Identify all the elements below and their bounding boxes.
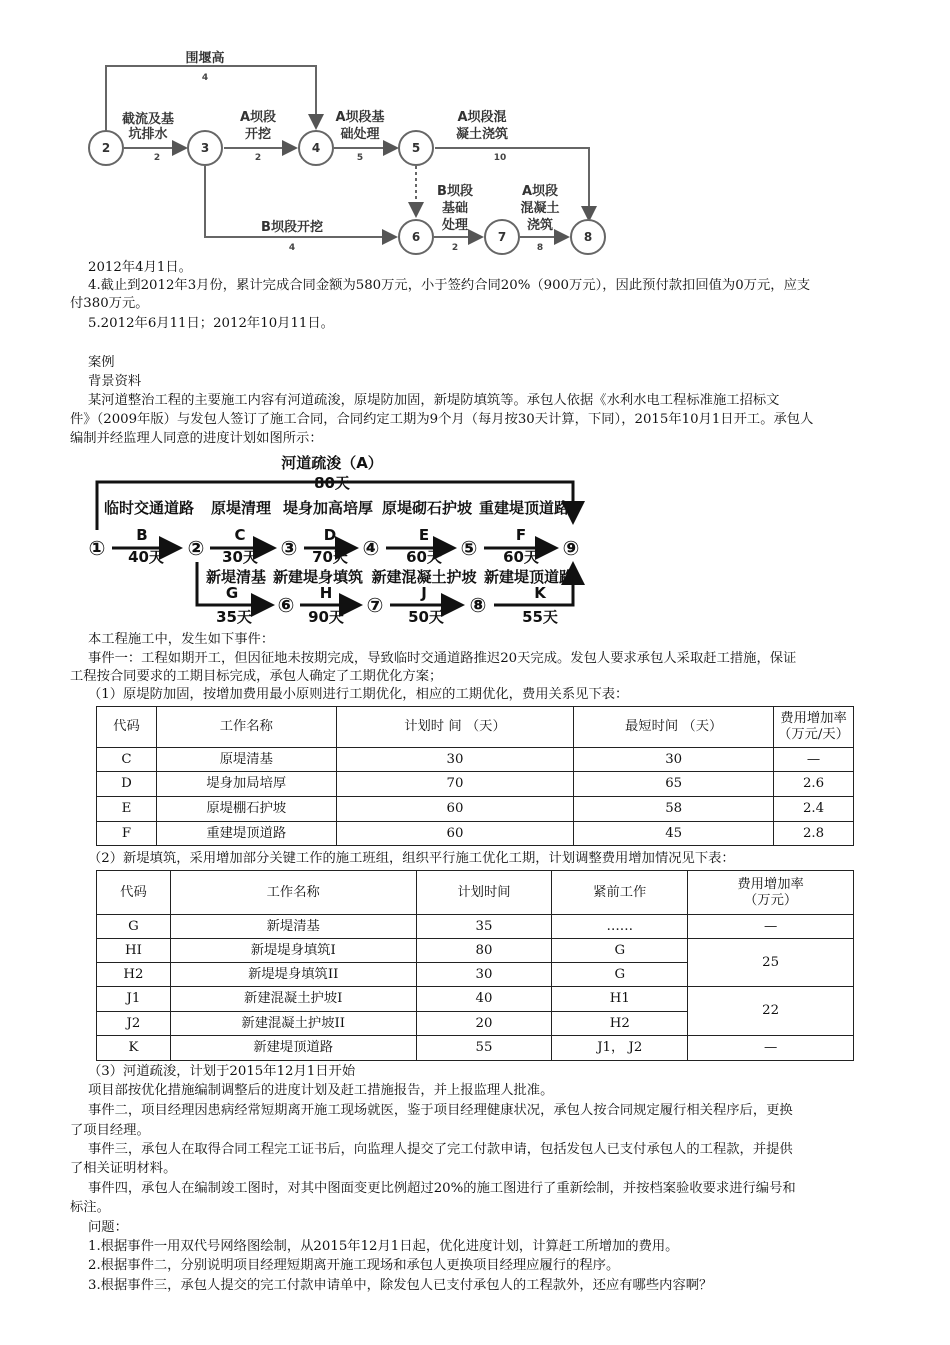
table-cell: J2 — [97, 1012, 171, 1036]
activity-code: D — [323, 526, 337, 544]
node-label: 3 — [200, 141, 210, 155]
table-cell: G — [552, 939, 688, 963]
question-2: 2.根据事件二，分别说明项目经理短期离开施工现场和承包人更换项目经理应履行的程序。 — [88, 1258, 620, 1273]
activity-name: 新建堤身填筑 — [272, 568, 364, 586]
table-row — [97, 772, 854, 797]
table-cell: 65 — [574, 772, 774, 797]
text-line: （3）河道疏浚，计划于2015年12月1日开始 — [88, 1064, 356, 1079]
question-3: 3.根据事件三，承包人提交的完工付款申请单中，除发包人已支付承包人的工程款外，还应有哪些内容啊？ — [88, 1278, 713, 1293]
activity-name: 重建堤顶道路 — [478, 499, 570, 517]
table-cell: 45 — [574, 822, 774, 846]
activity-name: 新堤清基 — [205, 568, 267, 586]
question-1: 1.根据事件一用双代号网络图绘制，从2015年12月1日起，优化进度计划，计算赶工所增加的费用。 — [88, 1239, 679, 1254]
table-cell: H2 — [97, 963, 171, 987]
activity-code: C — [234, 526, 246, 544]
table-cell: 重建堤顶道路 — [156, 822, 336, 846]
activity-label: 处理 — [441, 218, 469, 233]
text-line: 了相关证明材料。 — [70, 1161, 177, 1176]
activity-code: G — [225, 584, 239, 602]
text-line: 了项目经理。 — [70, 1123, 150, 1138]
text-line: 2012年4月1日。 — [88, 260, 192, 275]
duration-label: 5 — [356, 153, 364, 163]
activity-label: 凝土浇筑 — [455, 127, 509, 142]
activity-duration: 40天 — [128, 548, 164, 566]
activity-name: 原堤清理 — [210, 499, 272, 517]
table-cell: 22 — [688, 987, 854, 1036]
table-cell: 60 — [336, 822, 574, 846]
section-subtitle: 背景资料 — [88, 374, 142, 389]
table-cell: HI — [97, 939, 171, 963]
activity-duration: 60天 — [406, 548, 442, 566]
table-cell: 新堤清基 — [170, 915, 416, 939]
table-cell: 2.4 — [774, 797, 854, 822]
node-label: ⑧ — [469, 593, 487, 617]
text-line: 事件一：工程如期开工，但因征地未按期完成，导致临时交通道路推迟20天完成。发包人要求承包人采取赶工措施，保证 — [88, 651, 797, 666]
activity-label: 截流及基 — [121, 112, 175, 127]
table-cell: 2.8 — [774, 822, 854, 846]
table-cell: 2.6 — [774, 772, 854, 797]
table-caption: （1）原堤防加固，按增加费用最小原则进行工期优化，相应的工期优化，费用关系见下表： — [88, 687, 629, 702]
table-cell: J1， J2 — [552, 1036, 688, 1061]
table-cell: F — [97, 822, 157, 846]
duration-label: 4 — [288, 243, 296, 253]
table-header: 代码 — [97, 871, 171, 915]
table-header: 最短时间 （天） — [574, 707, 774, 748]
activity-code: H — [319, 584, 333, 602]
table-cell: 原堤棚石护坡 — [156, 797, 336, 822]
table-row — [97, 748, 854, 772]
table-cell: 新建混凝土护坡II — [170, 1012, 416, 1036]
section-title: 案例 — [88, 355, 115, 370]
table-header: 紧前工作 — [552, 871, 688, 915]
table-cell: — — [688, 915, 854, 939]
activity-label: 混凝土 — [520, 201, 560, 216]
activity-label: A坝段混 — [457, 110, 507, 125]
activity-label: 浇筑 — [526, 218, 554, 233]
text-line: 工程按合同要求的工期目标完成，承包人确定了工期优化方案； — [70, 669, 443, 684]
table-cell: H2 — [552, 1012, 688, 1036]
table-cell: 30 — [416, 963, 552, 987]
activity-code: K — [534, 584, 546, 602]
duration-label: 4 — [201, 73, 209, 83]
activity-label: A坝段 — [239, 110, 277, 125]
table-cell: 新堤堤身填筑I — [170, 939, 416, 963]
activity-duration: 55天 — [522, 608, 558, 626]
table-cell: — — [774, 748, 854, 772]
table-cell: 新堤堤身填筑II — [170, 963, 416, 987]
table-cell: 55 — [416, 1036, 552, 1061]
activity-duration: 50天 — [408, 608, 444, 626]
node-label: ⑨ — [562, 536, 580, 560]
activity-code: F — [515, 526, 527, 544]
node-label: 7 — [497, 230, 507, 244]
activity-duration: 35天 — [216, 608, 252, 626]
duration-label: 2 — [153, 153, 161, 163]
table-cell: 60 — [336, 797, 574, 822]
network-diagram-1 — [0, 0, 950, 260]
table-cell: K — [97, 1036, 171, 1061]
activity-name: 新建堤顶道路 — [483, 568, 575, 586]
table-header: 工作名称 — [156, 707, 336, 748]
table-row — [97, 822, 854, 846]
top-activity-label: 河道疏浚（A） — [281, 454, 383, 472]
table-header: 计划时 间 （天） — [336, 707, 574, 748]
table-row — [97, 987, 854, 1012]
text-line: 事件二，项目经理因患病经常短期离开施工现场就医，鉴于项目经理健康状况，承包人按合同规定履行相关程序后，更换 — [88, 1103, 793, 1118]
table-cell: …… — [552, 915, 688, 939]
node-label: ① — [88, 536, 106, 560]
text-line: 项目部按优化措施编制调整后的进度计划及赶工措施报告，并上报监理人批准。 — [88, 1083, 554, 1098]
node-label: 4 — [311, 141, 321, 155]
activity-label: 础处理 — [340, 127, 380, 142]
node-label: ⑦ — [366, 593, 384, 617]
table-cell: G — [97, 915, 171, 939]
activity-name: 原堤砌石护坡 — [381, 499, 473, 517]
table-row — [97, 939, 854, 963]
node-label: 6 — [411, 230, 421, 244]
node-label: 2 — [101, 141, 111, 155]
text-line: 本工程施工中，发生如下事件： — [88, 632, 275, 647]
table-row — [97, 1036, 854, 1061]
activity-name: 临时交通道路 — [103, 499, 195, 517]
table-cell: D — [97, 772, 157, 797]
table-header: 费用增加率 （万元/天） — [774, 707, 854, 748]
node-label: ⑤ — [460, 536, 478, 560]
node-label: ⑥ — [277, 593, 295, 617]
activity-name: 堤身加高培厚 — [282, 499, 374, 517]
table-header: 工作名称 — [170, 871, 416, 915]
activity-label: B坝段 — [437, 184, 473, 199]
text-line: 事件四，承包人在编制竣工图时，对其中图面变更比例超过20%的施工图进行了重新绘制，并按档案验收要求进行编号和 — [88, 1181, 796, 1196]
activity-name: 新建混凝土护坡 — [371, 568, 477, 586]
table-caption: （2）新堤填筑，采用增加部分关键工作的施工班组，组织平行施工优化工期，计划调整费用增加情况见下表： — [88, 851, 735, 866]
table-cell: 70 — [336, 772, 574, 797]
activity-code: E — [418, 526, 430, 544]
activity-duration: 70天 — [312, 548, 348, 566]
table-cell: 新建堤顶道路 — [170, 1036, 416, 1061]
table-cell: G — [552, 963, 688, 987]
node-label: 5 — [411, 141, 421, 155]
node-label: ② — [187, 536, 205, 560]
text-line: 标注。 — [70, 1200, 110, 1215]
node-label: 8 — [583, 230, 593, 244]
text-line: 某河道整治工程的主要施工内容有河道疏浚，原堤防加固，新堤防填筑等。承包人依据《水利水电工程标准施工招标文 — [88, 393, 780, 408]
table-cell: 原堤清基 — [156, 748, 336, 772]
network-diagram-2 — [0, 448, 950, 630]
text-line: 件》（2009年版）与发包人签订了施工合同，合同约定工期为9个月（每月按30天计算，下同），2015年10月1日开工。承包人 — [70, 412, 814, 427]
table-cell: C — [97, 748, 157, 772]
node-label: ③ — [280, 536, 298, 560]
table-cell: — — [688, 1036, 854, 1061]
text-line: 事件三，承包人在取得合同工程完工证书后，向监理人提交了完工付款申请，包括发包人已支付承包人的工程款，并提供 — [88, 1142, 793, 1157]
table-cell: 80 — [416, 939, 552, 963]
activity-label: 开挖 — [244, 127, 272, 142]
table-cell: 25 — [688, 939, 854, 987]
table-cell: 30 — [336, 748, 574, 772]
duration-label: 10 — [493, 153, 507, 163]
activity-label: 基础 — [441, 201, 469, 216]
text-line: 付380万元。 — [70, 296, 149, 311]
activity-label: B坝段开挖 — [261, 220, 323, 235]
table-cell: 30 — [574, 748, 774, 772]
duration-label: 8 — [536, 243, 544, 253]
table-cell: 58 — [574, 797, 774, 822]
table-header: 代码 — [97, 707, 157, 748]
table-row — [97, 797, 854, 822]
table-cell: 40 — [416, 987, 552, 1012]
table-cell: 35 — [416, 915, 552, 939]
activity-code: J — [421, 584, 427, 602]
table-cell: 堤身加局培厚 — [156, 772, 336, 797]
activity-code: B — [136, 526, 148, 544]
table-cell: E — [97, 797, 157, 822]
table-2 — [96, 870, 854, 1061]
table-header: 计划时间 — [416, 871, 552, 915]
activity-label: 围堰高 — [185, 51, 225, 66]
text-line: 5.2012年6月11日；2012年10月11日。 — [88, 316, 334, 331]
activity-label: A坝段 — [521, 184, 559, 199]
table-cell: 20 — [416, 1012, 552, 1036]
text-line: 编制并经监理人同意的进度计划如图所示： — [70, 431, 323, 446]
table-cell: 新建混凝土护坡I — [170, 987, 416, 1012]
text-line: 问题： — [88, 1220, 128, 1235]
text-line: 4.截止到2012年3月份，累计完成合同金额为580万元，小于签约合同20%（900万元），因此预付款扣回值为0万元，应支 — [88, 278, 811, 293]
table-cell: J1 — [97, 987, 171, 1012]
duration-label: 2 — [451, 243, 459, 253]
activity-duration: 60天 — [503, 548, 539, 566]
activity-label: A坝段基 — [335, 110, 385, 125]
activity-duration: 30天 — [222, 548, 258, 566]
table-cell: H1 — [552, 987, 688, 1012]
activity-label: 坑排水 — [128, 127, 168, 142]
node-label: ④ — [362, 536, 380, 560]
top-activity-duration: 80天 — [314, 474, 350, 492]
activity-duration: 90天 — [308, 608, 344, 626]
table-row — [97, 915, 854, 939]
duration-label: 2 — [254, 153, 262, 163]
table-1 — [96, 706, 854, 846]
table-header: 费用增加率 （万元） — [688, 871, 854, 915]
